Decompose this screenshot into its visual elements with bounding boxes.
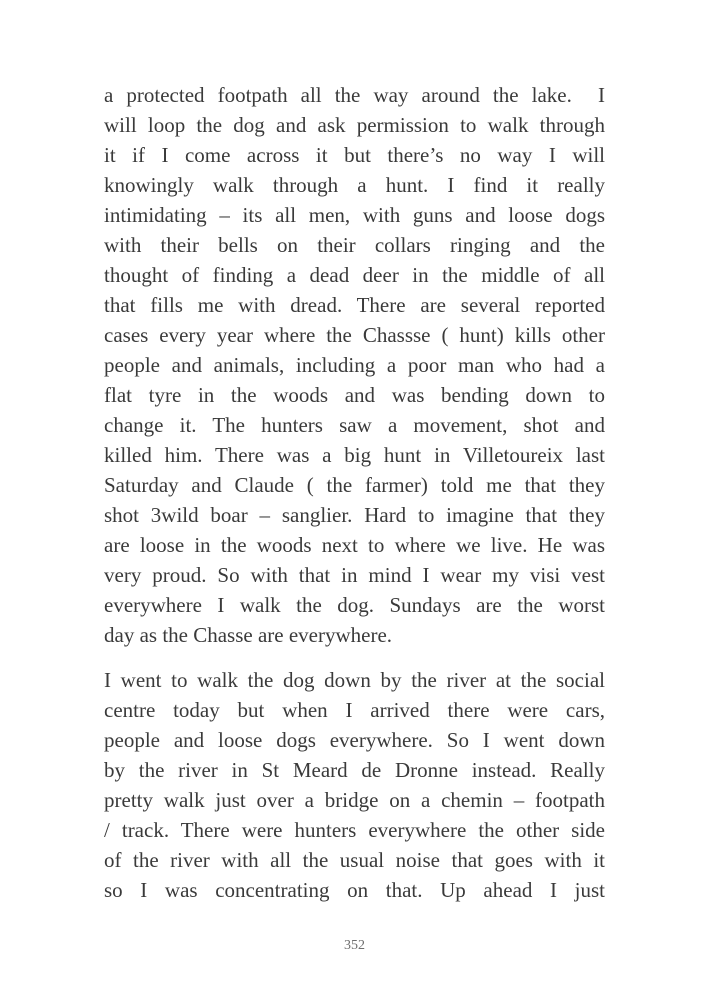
text-line: shot 3wild boar – sanglier. Hard to imagine that they — [104, 503, 605, 527]
text-line: cases every year where the Chassse ( hunt) kills other — [104, 323, 605, 347]
text-line: change it. The hunters saw a movement, shot and — [104, 413, 605, 437]
text-line: of the river with all the usual noise that goes with it — [104, 848, 605, 872]
text-line: intimidating – its all men, with guns and loose dogs — [104, 203, 605, 227]
text-line: will loop the dog and ask permission to walk through — [104, 113, 605, 137]
paragraph-1 — [104, 80, 605, 650]
text-line: by the river in St Meard de Dronne instead. Really — [104, 758, 605, 782]
text-line: so I was concentrating on that. Up ahead I just — [104, 878, 605, 902]
text-line: very proud. So with that in mind I wear my visi vest — [104, 563, 605, 587]
text-line: day as the Chasse are everywhere. — [104, 623, 393, 647]
paragraph-2 — [104, 665, 605, 905]
text-line: Saturday and Claude ( the farmer) told me that they — [104, 473, 605, 497]
text-line: flat tyre in the woods and was bending down to — [104, 383, 605, 407]
text-line: people and animals, including a poor man who had a — [104, 353, 605, 377]
text-line: it if I come across it but there’s no way I will — [104, 143, 605, 167]
text-line: thought of finding a dead deer in the middle of all — [104, 263, 605, 287]
text-line: knowingly walk through a hunt. I find it really — [104, 173, 605, 197]
text-line: that fills me with dread. There are several reported — [104, 293, 605, 317]
text-line: people and loose dogs everywhere. So I went down — [104, 728, 605, 752]
text-line: pretty walk just over a bridge on a chemin – footpath — [104, 788, 605, 812]
text-line: killed him. There was a big hunt in Villetoureix last — [104, 443, 605, 467]
text-line: centre today but when I arrived there were cars, — [104, 698, 605, 722]
text-line: with their bells on their collars ringing and the — [104, 233, 605, 257]
text-line: / track. There were hunters everywhere the other side — [104, 818, 605, 842]
text-line: I went to walk the dog down by the river at the social — [104, 668, 605, 692]
page-text-block — [104, 80, 605, 905]
text-line: everywhere I walk the dog. Sundays are the worst — [104, 593, 605, 617]
text-line: a protected footpath all the way around the lake. I — [104, 83, 605, 107]
page-number: 352 — [344, 938, 365, 953]
text-line: are loose in the woods next to where we live. He was — [104, 533, 605, 557]
